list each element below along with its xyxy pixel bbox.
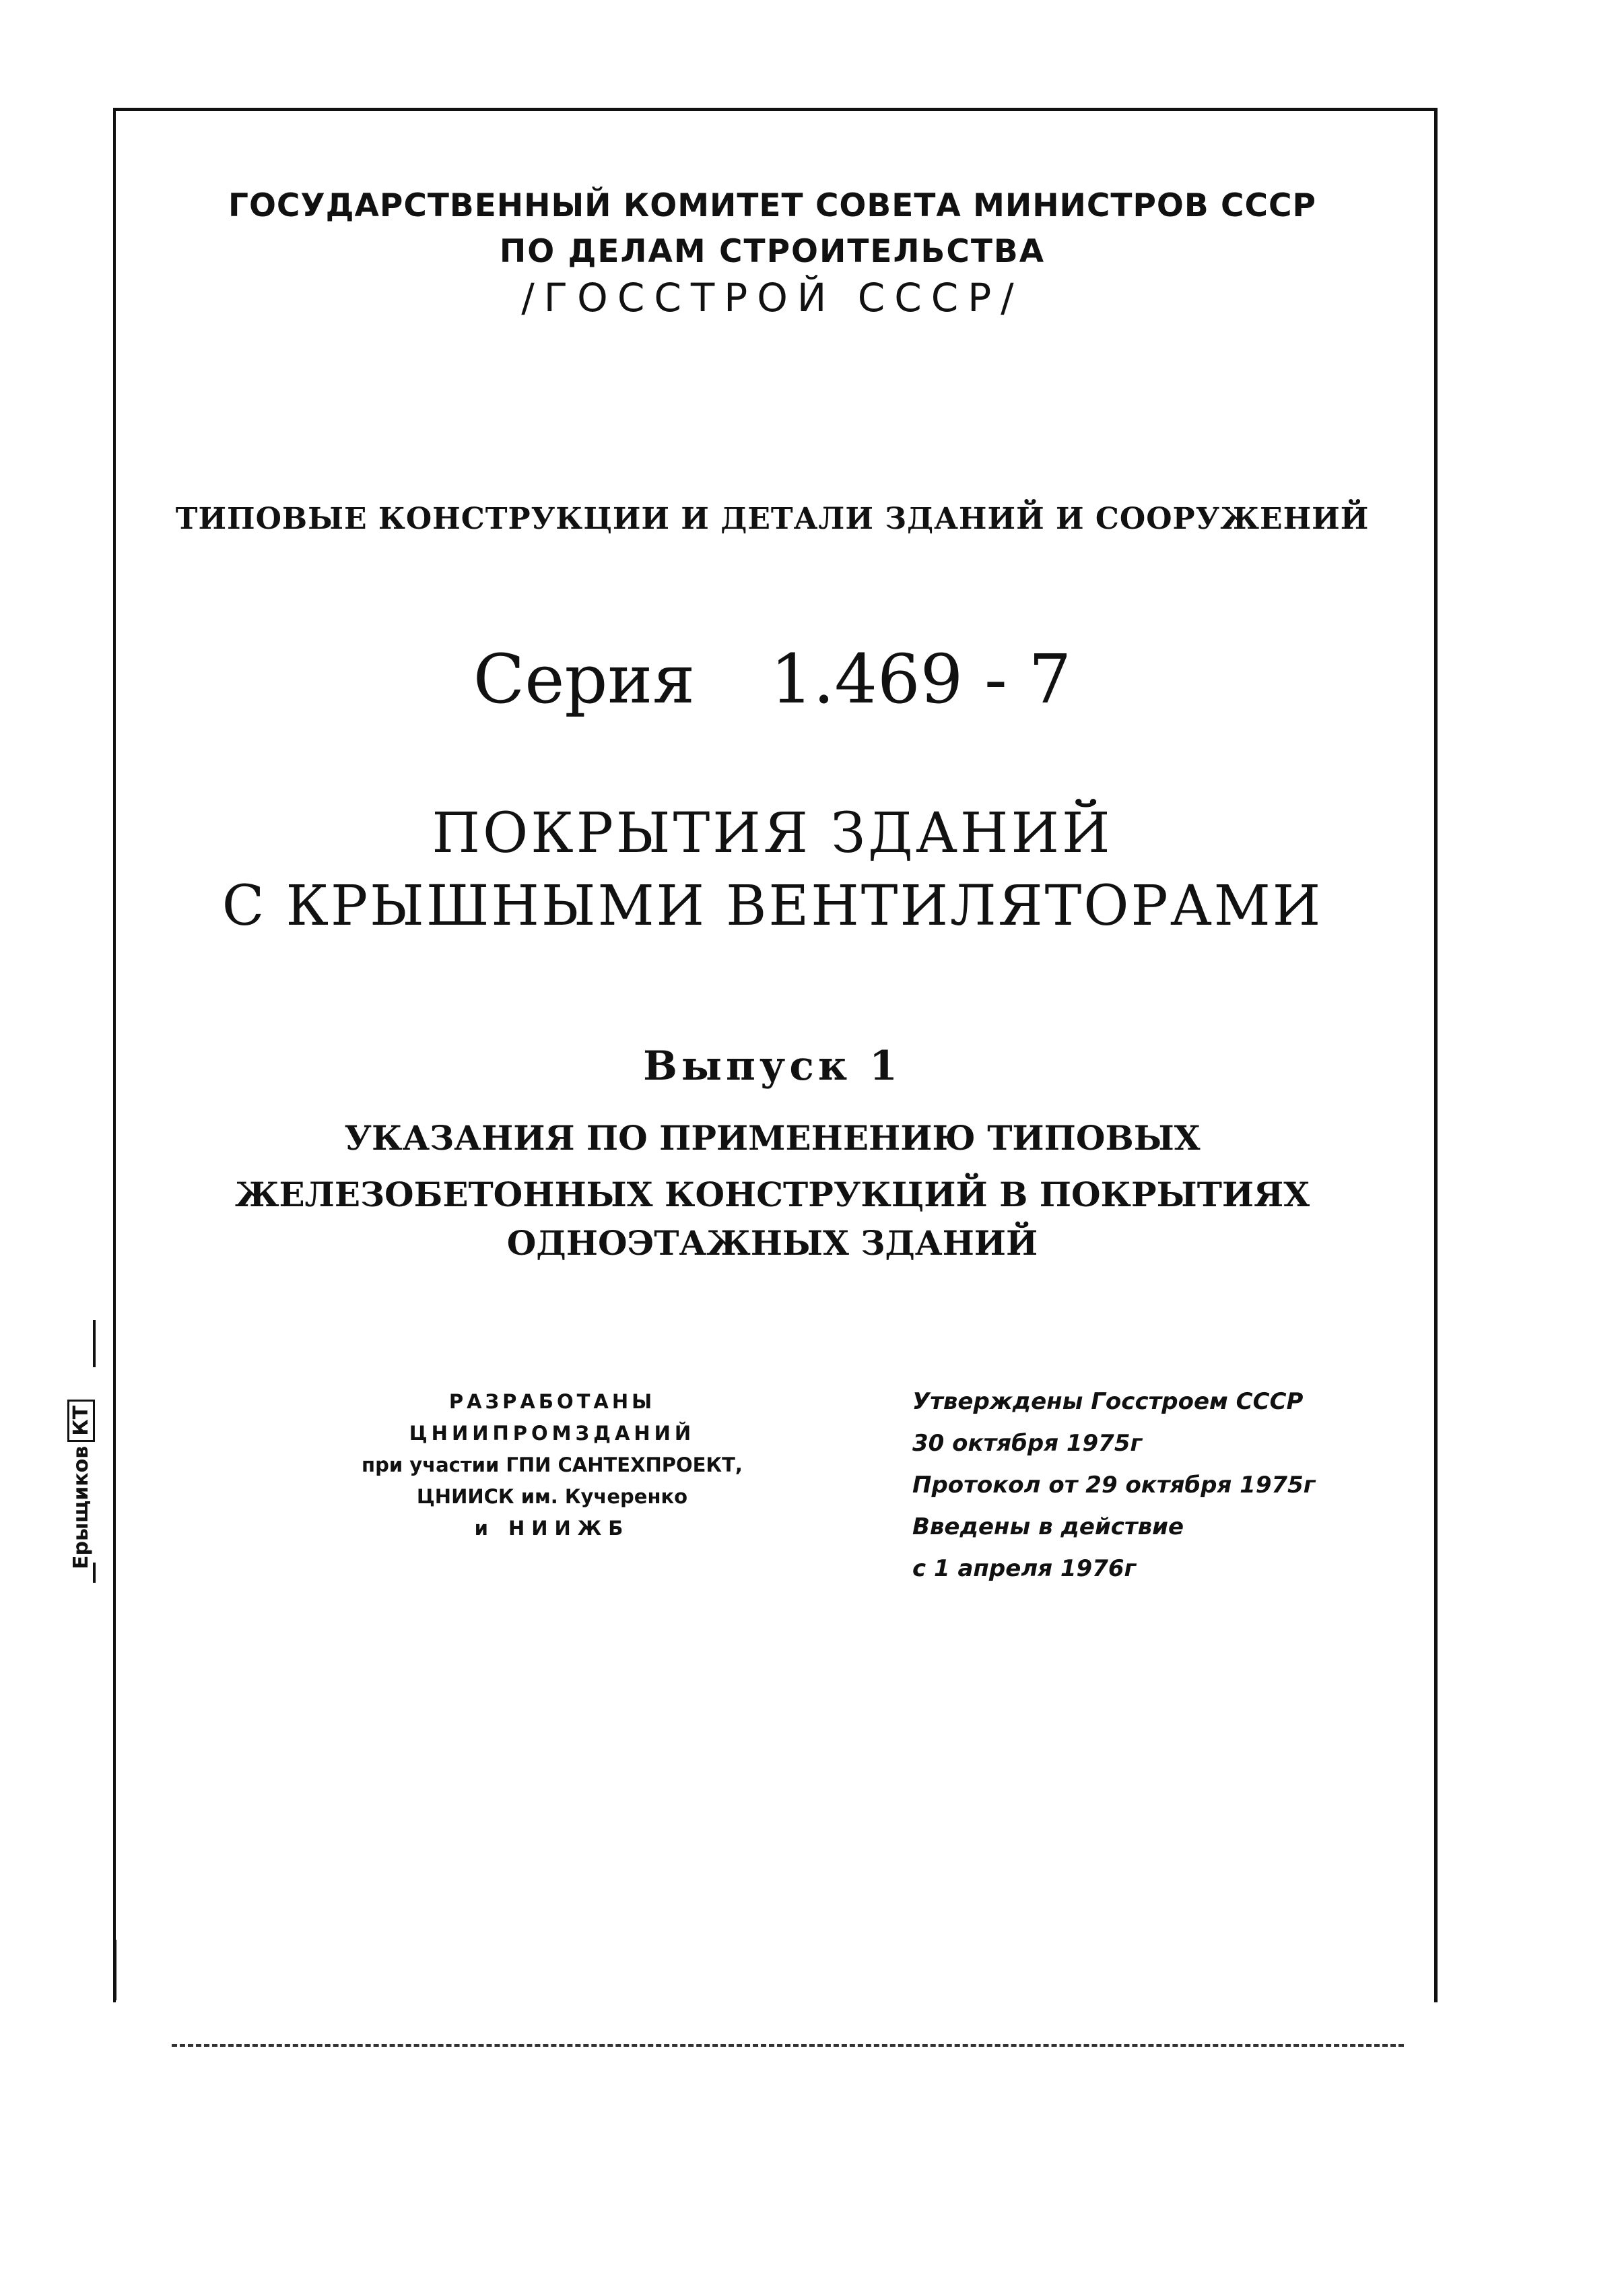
developed-org: ЦНИИПРОМЗДАНИЙ <box>409 1422 696 1445</box>
approved-block <box>912 1381 1424 1589</box>
developed-org3: и НИИЖБ <box>474 1517 630 1540</box>
developed-participation: при участии ГПИ САНТЕХПРОЕКТ, <box>362 1453 743 1476</box>
header-affairs: ПО ДЕЛАМ СТРОИТЕЛЬСТВА <box>499 233 1046 270</box>
header-gosstroy: /ГОССТРОЙ СССР/ <box>521 275 1023 321</box>
approved-line-3: Протокол от 29 октября 1975г <box>912 1472 1316 1499</box>
margin-stamp <box>64 1367 98 1569</box>
series-line <box>113 640 1431 719</box>
developed-heading: РАЗРАБОТАНЫ <box>448 1390 656 1413</box>
approved-line-4: Введены в действие <box>912 1513 1184 1540</box>
title-line-1: ПОКРЫТИЯ ЗДАНИЙ <box>432 801 1113 865</box>
header-committee: ГОСУДАРСТВЕННЫЙ КОМИТЕТ СОВЕТА МИНИСТРОВ СССР <box>228 187 1316 224</box>
series-label: Серия <box>473 640 696 719</box>
approved-line-5: с 1 апреля 1976г <box>912 1555 1137 1582</box>
subtitle-line-3: ОДНОЭТАЖНЫХ ЗДАНИЙ <box>506 1223 1038 1263</box>
developed-block <box>296 1386 808 1544</box>
stamp-name: Ерыщиков <box>69 1445 93 1569</box>
margin-tick <box>93 1320 96 1367</box>
frame-bottom-line <box>172 2044 1404 2047</box>
margin-tick <box>93 1563 96 1583</box>
subtitle-line-1: УКАЗАНИЯ ПО ПРИМЕНЕНИЮ ТИПОВЫХ <box>344 1118 1201 1158</box>
developed-org2: ЦНИИСК им. Кучеренко <box>416 1485 688 1508</box>
series-number: 1.469 - 7 <box>770 640 1072 719</box>
subtitle-line-2: ЖЕЛЕЗОБЕТОННЫХ КОНСТРУКЦИЙ В ПОКРЫТИЯХ <box>234 1175 1310 1214</box>
approved-line-2: 30 октября 1975г <box>912 1430 1143 1457</box>
frame-left-bar <box>113 1940 116 2000</box>
category-line: ТИПОВЫЕ КОНСТРУКЦИИ И ДЕТАЛИ ЗДАНИЙ И СООРУЖЕНИЙ <box>175 502 1370 536</box>
issue-label: Выпуск 1 <box>643 1043 902 1090</box>
title-line-2: С КРЫШНЫМИ ВЕНТИЛЯТОРАМИ <box>222 874 1323 938</box>
stamp-code: КТ <box>67 1400 95 1442</box>
approved-line-1: Утверждены Госстроем СССР <box>912 1388 1304 1415</box>
